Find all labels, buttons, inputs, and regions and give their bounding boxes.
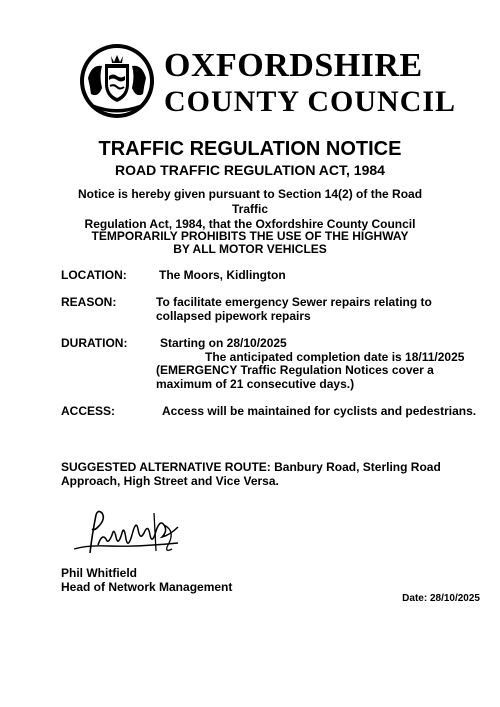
duration-start: Starting on 28/10/2025	[160, 336, 287, 350]
duration-note-line: (EMERGENCY Traffic Regulation Notices cover a	[156, 363, 434, 377]
reason-label: REASON:	[61, 295, 117, 309]
council-header	[78, 42, 457, 120]
reason-value	[156, 295, 432, 323]
notice-intro-line: Notice is hereby given pursuant to Section 14(2) of the Road Traffic	[77, 187, 423, 216]
notice-title: TRAFFIC REGULATION NOTICE	[98, 138, 402, 160]
location-value: The Moors, Kidlington	[159, 268, 286, 282]
handwritten-signature	[68, 505, 188, 561]
prohibition-line: TEMPORARILY PROHIBITS THE USE OF THE HIGHWAY	[91, 229, 409, 243]
duration-label: DURATION:	[61, 336, 128, 350]
council-crest-icon	[78, 42, 156, 120]
alternative-route	[61, 460, 481, 488]
reason-line: To facilitate emergency Sewer repairs relating to	[156, 295, 432, 309]
signatory-role: Head of Network Management	[61, 580, 233, 594]
duration-note	[156, 363, 434, 391]
alternative-route-line: SUGGESTED ALTERNATIVE ROUTE: Banbury Road, Sterling Road	[61, 460, 441, 474]
access-value: Access will be maintained for cyclists and pedestrians.	[162, 404, 477, 418]
prohibition-line: BY ALL MOTOR VEHICLES	[173, 242, 327, 256]
notice-intro-line: Regulation Act, 1984, that the Oxfordshire County Council	[84, 217, 416, 231]
location-label: LOCATION:	[61, 268, 127, 282]
reason-line: collapsed pipework repairs	[156, 309, 311, 323]
access-label: ACCESS:	[61, 404, 116, 418]
council-name-line2: COUNTY COUNCIL	[164, 85, 457, 118]
alternative-route-line: Approach, High Street and Vice Versa.	[61, 474, 279, 488]
council-name-line1: OXFORDSHIRE	[164, 47, 423, 84]
notice-subtitle: ROAD TRAFFIC REGULATION ACT, 1984	[115, 162, 385, 178]
prohibition-statement	[60, 230, 440, 256]
signatory-name: Phil Whitfield	[61, 566, 137, 580]
signatory	[61, 566, 232, 594]
duration-completion: The anticipated completion date is 18/11/2025	[205, 350, 465, 364]
notice-date: Date: 28/10/2025	[402, 593, 480, 604]
duration-note-line: maximum of 21 consecutive days.)	[156, 377, 355, 391]
notice-intro	[60, 187, 440, 232]
